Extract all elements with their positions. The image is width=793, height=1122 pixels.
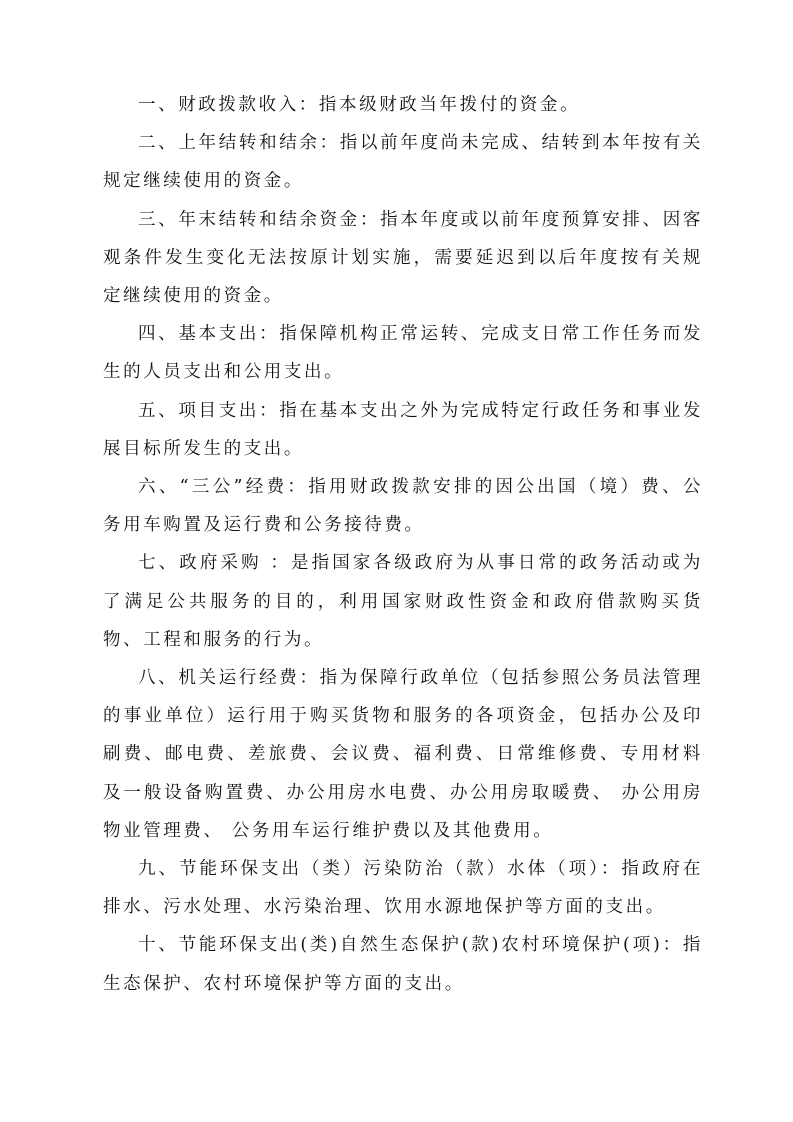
paragraph-10: 十、节能环保支出(类)自然生态保护(款)农村环境保护(项)：指生态保护、农村环境保护等方面的支出。: [103, 935, 703, 994]
paragraph-2: 二、上年结转和结余：指以前年度尚未完成、结转到本年按有关规定继续使用的资金。: [103, 133, 703, 192]
paragraph-8: 八、机关运行经费：指为保障行政单位（包括参照公务员法管理的事业单位）运行用于购买货物和服务的各项资金，包括办公及印刷费、邮电费、差旅费、会议费、福利费、日常维修费、专用材料及一般设备购置费、办公用房水电费、办公用房取暖费、 办公用房物业管理费、 公务用车运行维护费以及其他费用。: [103, 668, 703, 841]
paragraph-6: 六、“三公”经费：指用财政拨款安排的因公出国（境）费、公务用车购置及运行费和公务接待费。: [103, 477, 703, 536]
paragraph-3: 三、年末结转和结余资金：指本年度或以前年度预算安排、因客观条件发生变化无法按原计划实施，需要延迟到以后年度按有关规定继续使用的资金。: [103, 209, 703, 307]
paragraph-7: 七、政府采购 ：是指国家各级政府为从事日常的政务活动或为了满足公共服务的目的，利用国家财政性资金和政府借款购买货物、工程和服务的行为。: [103, 553, 703, 650]
paragraph-9: 九、节能环保支出（类）污染防治（款）水体（项）：指政府在排水、污水处理、水污染治理、饮用水源地保护等方面的支出。: [103, 859, 703, 918]
paragraph-1: 一、财政拨款收入：指本级财政当年拨付的资金。: [138, 95, 581, 115]
paragraph-5: 五、项目支出：指在基本支出之外为完成特定行政任务和事业发展目标所发生的支出。: [103, 400, 703, 459]
document-body: [103, 86, 703, 1003]
paragraph-4: 四、基本支出：指保障机构正常运转、完成支日常工作任务而发生的人员支出和公用支出。: [103, 324, 703, 383]
